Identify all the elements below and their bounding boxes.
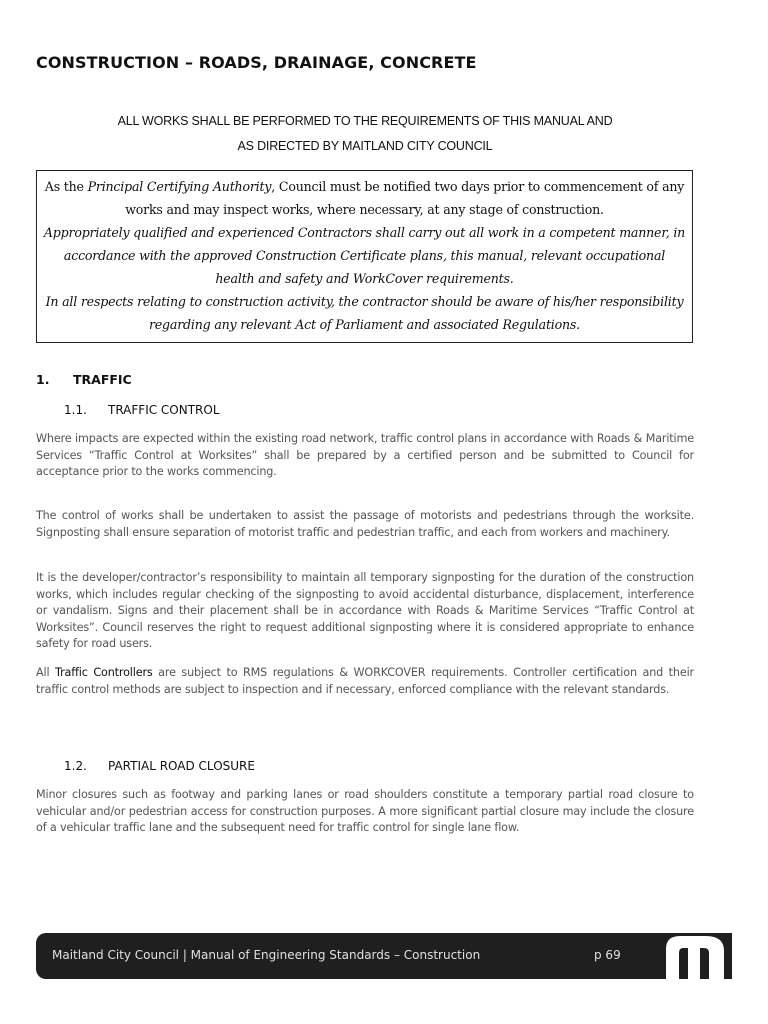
- notice-text: Appropriately qualified and experienced Contractors shall carry out all work in a competent manner, in accordance with the approved Construction Certificate plans, this manual, relevant occupational health and safety and WorkCover requirements.: [43, 225, 686, 286]
- section-heading-1-1: [64, 403, 220, 417]
- paragraph-text: are subject to RMS regulations & WORKCOVER requirements. Controller certification and their traffic control methods are subject to inspection and if necessary, enforced compliance with the relevant standards.: [36, 666, 694, 696]
- section-title: TRAFFIC: [73, 372, 132, 387]
- maitland-m-logo-icon: [652, 933, 732, 979]
- page-title: CONSTRUCTION – ROADS, DRAINAGE, CONCRETE: [36, 53, 477, 72]
- notice-text: As the: [44, 179, 88, 194]
- paragraph-partial-closure: Minor closures such as footway and parking lanes or road shoulders constitute a temporary partial road closure to vehicular and/or pedestrian access for construction purposes. A more significant partial closure may include the closure of a vehicular traffic lane and the subsequent need for traffic control for single lane flow.: [36, 788, 694, 834]
- notice-italic-term: Principal Certifying Authority: [87, 179, 272, 194]
- section-number: 1.1.: [64, 403, 87, 417]
- intro-line-1: ALL WORKS SHALL BE PERFORMED TO THE REQUIREMENTS OF THIS MANUAL AND: [117, 114, 613, 128]
- section-title: TRAFFIC CONTROL: [108, 403, 220, 417]
- logo-svg: [652, 933, 732, 979]
- paragraph-signposting: It is the developer/contractor’s responsibility to maintain all temporary signposting for the duration of the construction works, which includes regular checking of the signposting to avoid accidental disturbance, displacement, interference or vandalism. Signs and their placement shall be in accordance with Roads & Maritime Services “Traffic Control at Worksites”. Council reserves the right to request additional signposting where it is considered appropriate to enhance safety for road users.: [36, 571, 694, 650]
- page-number: p 69: [594, 948, 621, 962]
- footer-text: Maitland City Council | Manual of Engineering Standards – Construction: [52, 948, 481, 962]
- notice-paragraph-3: [43, 290, 686, 336]
- notice-box: [36, 170, 693, 343]
- section-number: 1.2.: [64, 759, 87, 773]
- section-title: PARTIAL ROAD CLOSURE: [108, 759, 255, 773]
- notice-text: In all respects relating to construction activity, the contractor should be aware of his/her responsibility regarding any relevant Act of Parliament and associated Regulations.: [45, 294, 684, 332]
- traffic-controllers-term: Traffic Controllers: [55, 666, 153, 679]
- notice-paragraph-1: [43, 175, 686, 221]
- paragraph-control-of-works: The control of works shall be undertaken to assist the passage of motorists and pedestrians through the worksite. Signposting shall ensure separation of motorist traffic and pedestrian traffic, and each from workers and machinery.: [36, 509, 694, 539]
- section-heading-1: [36, 372, 132, 387]
- page-footer: [36, 933, 732, 979]
- paragraph-traffic-plans: Where impacts are expected within the existing road network, traffic control plans in accordance with Roads & Maritime Services “Traffic Control at Worksites” shall be prepared by a certified person and be submitted to Council for acceptance prior to the works commencing.: [36, 432, 694, 478]
- paragraph-text: All: [36, 666, 56, 679]
- notice-paragraph-2: [43, 221, 686, 290]
- paragraph-traffic-controllers: [36, 665, 694, 698]
- intro-line-2: AS DIRECTED BY MAITLAND CITY COUNCIL: [237, 139, 493, 153]
- notice-text: , Council must be notified two days prior to commencement of any works and may inspect works, where necessary, at any stage of construction.: [125, 179, 685, 217]
- section-heading-1-2: [64, 759, 255, 773]
- section-number: 1.: [36, 372, 50, 387]
